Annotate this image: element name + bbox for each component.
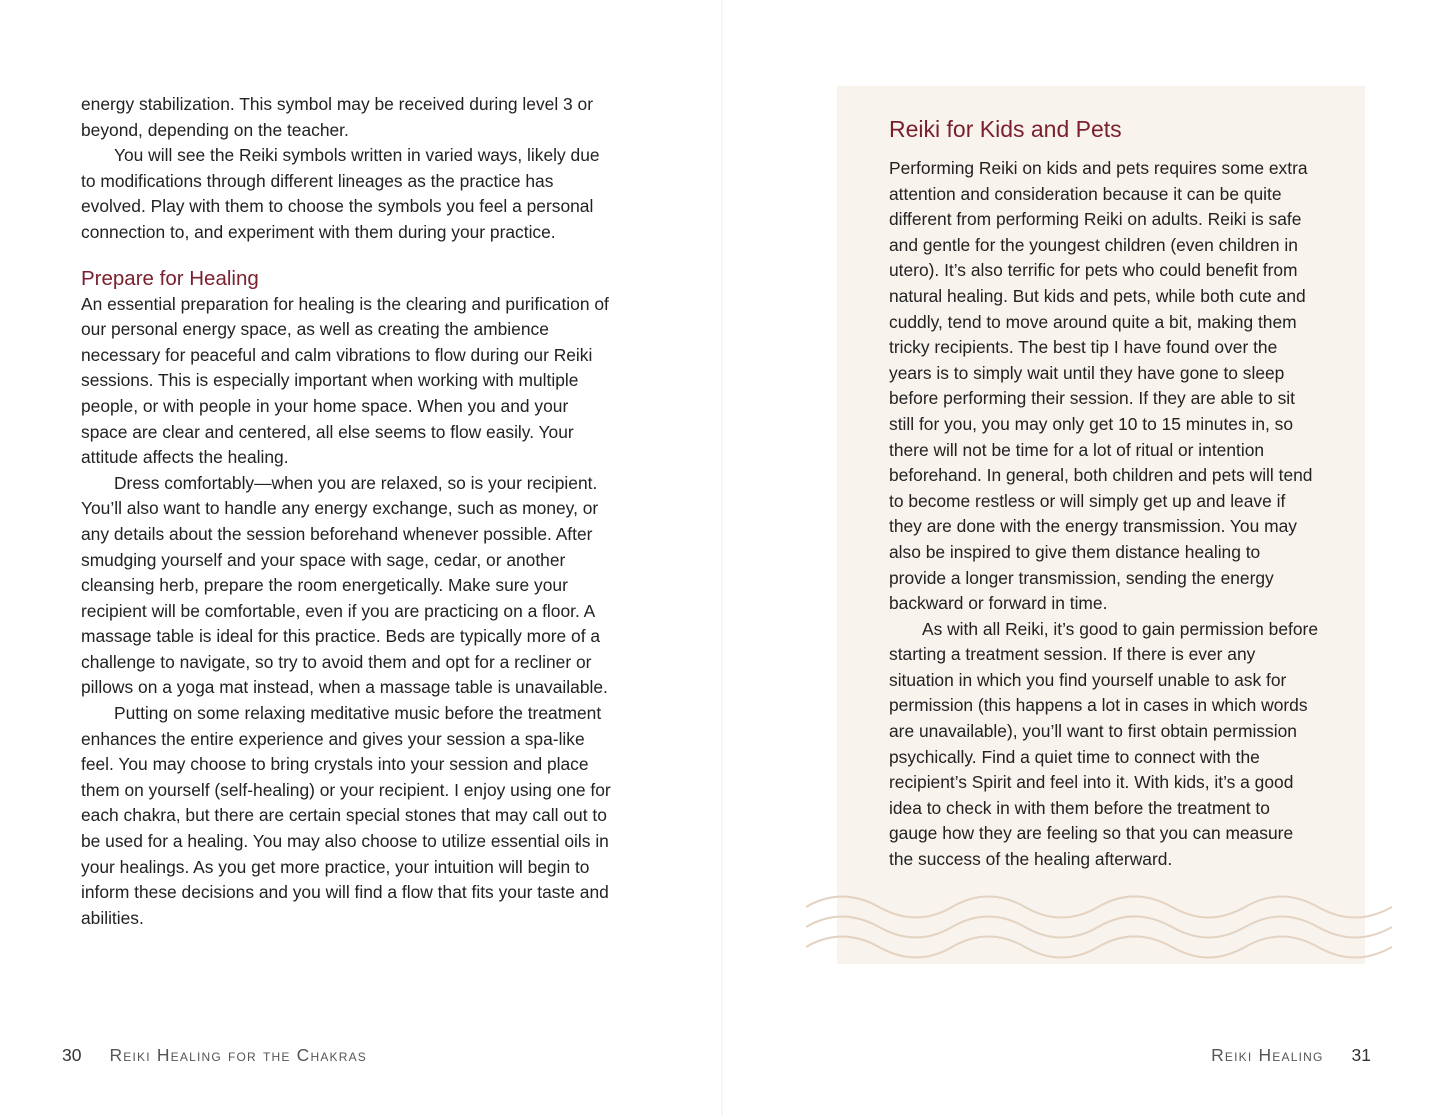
page-number-left: 30 [62, 1045, 82, 1065]
sidebar-box [837, 86, 1365, 964]
wavy-lines-icon [806, 893, 1392, 973]
paragraph-symbol-level: energy stabilization. This symbol may be received during level 3 or beyond, depending on the teacher. [81, 94, 593, 140]
left-page [0, 0, 722, 1116]
running-head-right: Reiki Healing [1211, 1045, 1324, 1065]
running-head-left: Reiki Healing for the Chakras [109, 1045, 367, 1065]
sidebar-heading: Reiki for Kids and Pets [889, 116, 1122, 142]
sidebar-paragraph-permission: As with all Reiki, it’s good to gain permission before starting a treatment session. If there is ever any situation in which you find yourself unable to ask for permission (this happens a lot in cases in which words are unavailable), you’ll want to first obtain permission psychically. Find a quiet time to connect with the recipient’s Spirit and feel into it. With kids, it’s a good idea to check in with them before the treatment to gauge how they are feeling so that you can measure the success of the healing afterward. [889, 618, 1318, 870]
left-folio [62, 1043, 367, 1067]
paragraph-symbol-variations: You will see the Reiki symbols written in varied ways, likely due to modifications through different lineages as the practice has evolved. Play with them to choose the symbols you feel a personal connection to, and experiment with them during your practice. [81, 145, 600, 242]
right-page [722, 0, 1445, 1116]
paragraph-dress-comfortably: Dress comfortably—when you are relaxed, so is your recipient. You’ll also want to handle any energy exchange, such as money, or any details about the session beforehand whenever possible. After smudging yourself and your space with sage, cedar, or another cleansing herb, prepare the room energetically. Make sure your recipient will be comfortable, even if you are practicing on a floor. A massage table is ideal for this practice. Beds are typically more of a challenge to navigate, so try to avoid them and opt for a recliner or pillows on a yoga mat instead, when a massage table is unavailable. [81, 472, 608, 698]
sidebar-text [889, 156, 1319, 873]
sidebar-paragraph-kids-pets: Performing Reiki on kids and pets requires some extra attention and consideration because it can be quite different from performing Reiki on adults. Reiki is safe and gentle for the youngest children (even children in utero). It’s also terrific for pets who could benefit from natural healing. But kids and pets, while both cute and cuddly, tend to move around quite a bit, making them tricky recipients. The best tip I have found over the years is to simply wait until they have gone to sleep before performing their session. If they are able to sit still for you, you may only get 10 to 15 minutes in, so there will not be time for a lot of ritual or intention beforehand. In general, both children and pets will tend to become restless or will simply get up and leave if they are done with the energy transmission. You may also be inspired to give them distance healing to provide a longer transmission, sending the energy backward or forward in time. [889, 158, 1313, 614]
right-folio [1211, 1043, 1371, 1067]
left-text-column [81, 92, 611, 931]
section-heading-prepare: Prepare for Healing [81, 266, 259, 290]
paragraph-preparation: An essential preparation for healing is the clearing and purification of our personal energy space, as well as creating the ambience necessary for peaceful and calm vibrations to flow during our Reiki sessions. This is especially important when working with multiple people, or with people in your home space. When you and your space are clear and centered, all else seems to flow easily. Your attitude affects the healing. [81, 293, 609, 468]
page-number-right: 31 [1351, 1045, 1371, 1065]
paragraph-music-crystals: Putting on some relaxing meditative music before the treatment enhances the entire experience and gives your session a spa-like feel. You may choose to bring crystals into your session and place them on yourself (self-healing) or your recipient. I enjoy using one for each chakra, but there are certain special stones that may call out to be used for a healing. You may also choose to utilize essential oils in your healings. As you get more practice, your intuition will begin to inform these decisions and you will find a flow that fits your taste and abilities. [81, 703, 611, 928]
